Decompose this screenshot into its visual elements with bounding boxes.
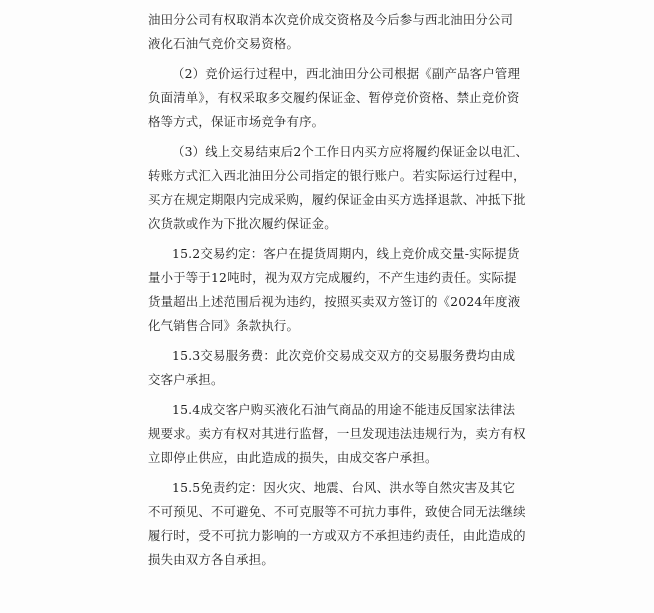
text-line: 格等方式，保证市场竞争有序。 [148,114,325,129]
text-line: 15.2交易约定：客户在提货周期内，线上竞价成交量-实际提货 [172,246,520,261]
text-line: 15.5免责约定：因火灾、地震、台风、洪水等自然灾害及其它 [172,480,516,495]
paragraph-section-15-5 [148,476,528,572]
text-line: 损失由双方各自承担。 [148,552,274,567]
text-line: 货量超出上述范围后视为违约，按照买卖双方签订的《2024年度液 [148,294,521,309]
text-line: 履行时，受不可抗力影响的一方或双方不承担违约责任，由此造成的 [148,528,526,543]
text-line: 量小于等于12吨时，视为双方完成履约，不产生违约责任。实际提 [148,270,517,285]
text-line: 交客户承担。 [148,372,224,387]
paragraph-section-15-2 [148,242,528,338]
text-line: 15.4成交客户购买液化石油气商品的用途不能违反国家法律法 [172,402,516,417]
text-line: 油田分公司有权取消本次竞价成交资格及今后参与西北油田分公司 [148,12,514,27]
text-line: 买方在规定期限内完成采购，履约保证金由买方选择退款、冲抵下批 [148,192,526,207]
paragraph-section-15-3 [148,344,528,392]
paragraph-item-3 [148,140,528,236]
text-line: 次货款或作为下批次履约保证金。 [148,216,337,231]
text-line: 转账方式汇入西北油田分公司指定的银行账户。若实际运行过程中， [148,168,526,183]
text-line: 负面清单》，有权采取多交履约保证金、暂停竞价资格、禁止竞价资 [148,90,520,105]
text-line: 不可预见、不可避免、不可克服等不可抗力事件，致使合同无法继续 [148,504,526,519]
text-line: 15.3交易服务费：此次竞价交易成交双方的交易服务费均由成 [172,348,516,363]
text-line: 立即停止供应，由此造成的损失，由成交客户承担。 [148,450,438,465]
text-line: （2）竞价运行过程中，西北油田分公司根据《副产品客户管理 [172,66,521,81]
document-body [148,8,528,578]
paragraph-qualification-cancel [148,8,528,56]
text-line: （3）线上交易结束后2个工作日内买方应将履约保证金以电汇、 [172,144,529,159]
paragraph-section-15-4 [148,398,528,470]
text-line: 规要求。卖方有权对其进行监督，一旦发现违法违规行为，卖方有权 [148,426,526,441]
text-line: 化气销售合同》条款执行。 [148,318,300,333]
paragraph-item-2 [148,62,528,134]
text-line: 液化石油气竞价交易资格。 [148,36,300,51]
